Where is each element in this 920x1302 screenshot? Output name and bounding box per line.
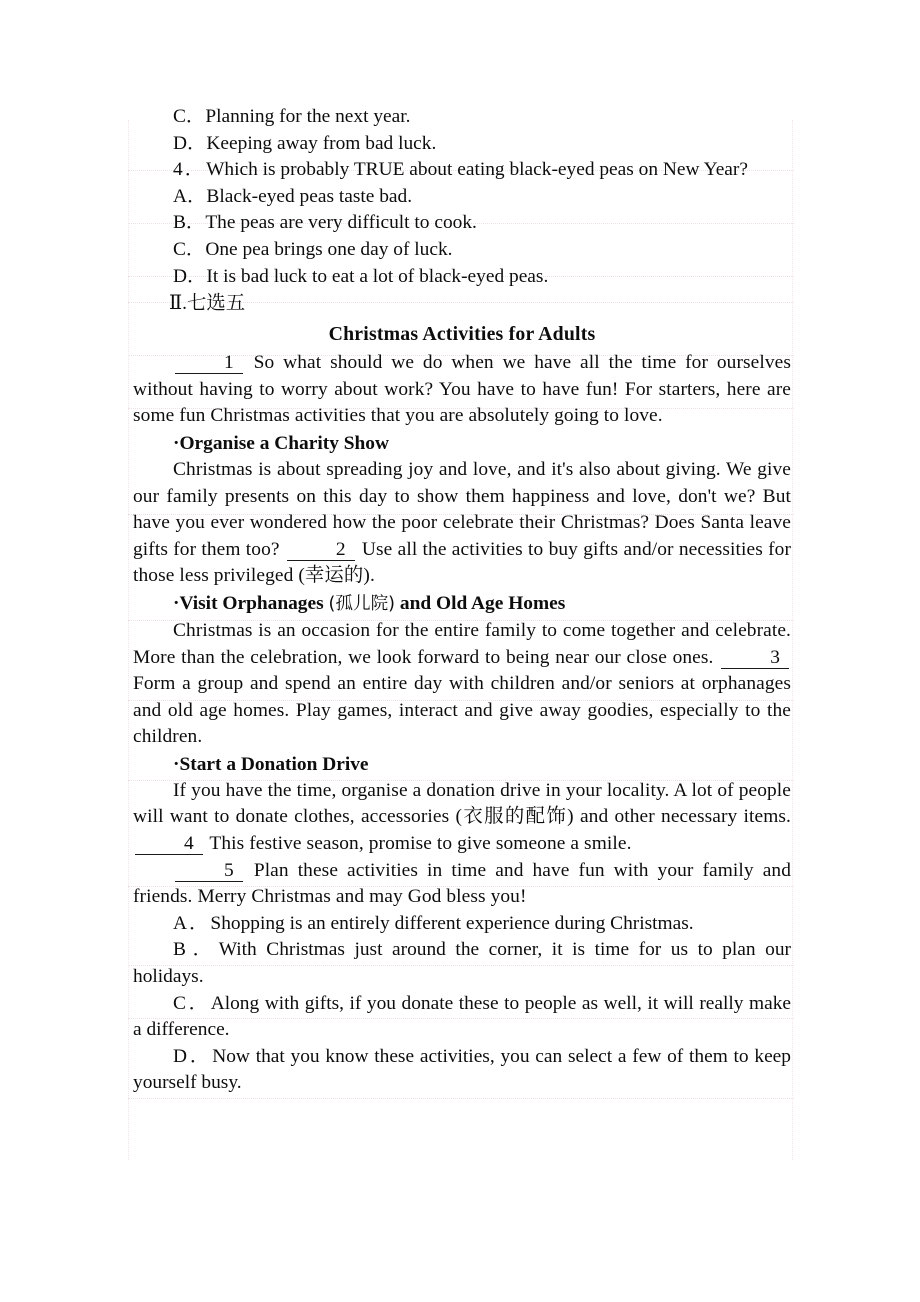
subsection-heading: [133, 590, 791, 618]
choice-row: [133, 991, 791, 1044]
option-row: [133, 104, 791, 131]
option-row: [133, 210, 791, 237]
choice-text: Along with gifts, if you donate these to people as well, it will really make a difference.: [133, 992, 791, 1041]
passage-paragraph: [133, 858, 791, 911]
answer-blank-2[interactable]: 2: [287, 540, 355, 561]
option-text: Planning for the next year.: [205, 106, 411, 127]
option-text: The peas are very difficult to cook.: [205, 212, 477, 234]
option-row: [133, 184, 791, 211]
choice-text: With Christmas just around the corner, it is time for us to plan our holidays.: [133, 939, 791, 988]
choice-row: [133, 1044, 791, 1097]
option-letter: C．: [173, 106, 206, 127]
choice-text: Shopping is an entirely different experience during Christmas.: [210, 912, 694, 934]
passage-paragraph: [133, 618, 791, 751]
question-stem: [133, 157, 791, 184]
option-row: [133, 237, 791, 264]
option-letter: D．: [173, 265, 207, 287]
paragraph-text-before: Christmas is an occasion for the entire family to come together and celebrate. More than the celebration, we look forward to being near our close ones.: [133, 619, 791, 668]
passage-paragraph: [133, 457, 791, 590]
choice-letter: C．: [173, 992, 211, 1014]
paragraph-text-after: This festive season, promise to give someone a smile.: [209, 833, 632, 855]
subsection-heading-gloss: (孤儿院): [328, 593, 396, 614]
paragraph-text-after: Use all the activities to buy gifts and/or necessities for those less privileged (幸运的).: [133, 538, 792, 587]
option-letter: C．: [173, 238, 206, 260]
paragraph-text: So what should we do when we have all the time for ourselves without having to worry about work? You have to have fun! For starters, here are some fun Christmas activities that you are absolutely going to love.: [133, 352, 791, 427]
document-page: [133, 104, 791, 1097]
paragraph-text-before: If you have the time, organise a donation drive in your locality. A lot of people will want to donate clothes, accessories (衣服的配饰) and other necessary items.: [133, 779, 791, 828]
option-row: [133, 131, 791, 158]
section-heading: [133, 290, 791, 317]
paragraph-text: Plan these activities in time and have fun with your family and friends. Merry Christmas and may God bless you!: [133, 859, 792, 908]
option-text: It is bad luck to eat a lot of black-eyed peas.: [206, 265, 549, 287]
passage-title: Christmas Activities for Adults: [328, 323, 596, 346]
answer-blank-5[interactable]: 5: [175, 861, 243, 882]
bullet-icon: ·: [173, 753, 180, 775]
paragraph-text-before: Christmas is about spreading joy and love, and it's also about giving. We give our family presents on this day to show them happiness and love, don't we? But have you ever wondered how the poor celebrate their Christmas? Does Santa leave gifts for them too?: [133, 458, 791, 560]
section-heading-text: Ⅱ.七选五: [169, 293, 246, 315]
question-number: 4．: [173, 159, 207, 181]
choice-letter: D．: [173, 1045, 213, 1067]
choice-row: [133, 911, 791, 938]
subsection-heading: [133, 430, 791, 457]
option-letter: D．: [173, 132, 207, 154]
answer-blank-3[interactable]: 3: [721, 648, 789, 669]
passage-paragraph: [133, 350, 791, 430]
choice-letter: B．: [173, 939, 219, 961]
bullet-icon: ·: [173, 592, 180, 614]
choice-row: [133, 937, 791, 990]
passage-paragraph: [133, 778, 791, 858]
option-letter: B．: [173, 212, 206, 234]
bullet-icon: ·: [173, 432, 180, 454]
option-row: [133, 264, 791, 291]
question-stem-text: Which is probably TRUE about eating black-eyed peas on New Year?: [206, 159, 748, 181]
choice-text: Now that you know these activities, you can select a few of them to keep yourself busy.: [133, 1045, 791, 1094]
option-text: One pea brings one day of luck.: [205, 238, 453, 260]
option-letter: A．: [173, 185, 207, 207]
option-text: Keeping away from bad luck.: [206, 132, 437, 154]
answer-blank-4[interactable]: 4: [135, 834, 203, 855]
subsection-heading: [133, 751, 791, 778]
subsection-heading-text: Start a Donation Drive: [179, 753, 369, 775]
subsection-heading-text: Visit Orphanages: [179, 592, 324, 614]
option-text: Black-eyed peas taste bad.: [206, 185, 413, 207]
paragraph-text-after: Form a group and spend an entire day with children and/or seniors at orphanages and old age homes. Play games, interact and give away goodies, especially to the children.: [133, 673, 791, 748]
answer-blank-1[interactable]: 1: [175, 353, 243, 374]
choice-letter: A．: [173, 912, 211, 934]
subsection-heading-text: Organise a Charity Show: [179, 432, 390, 454]
subsection-heading-text-2: and Old Age Homes: [399, 592, 566, 614]
